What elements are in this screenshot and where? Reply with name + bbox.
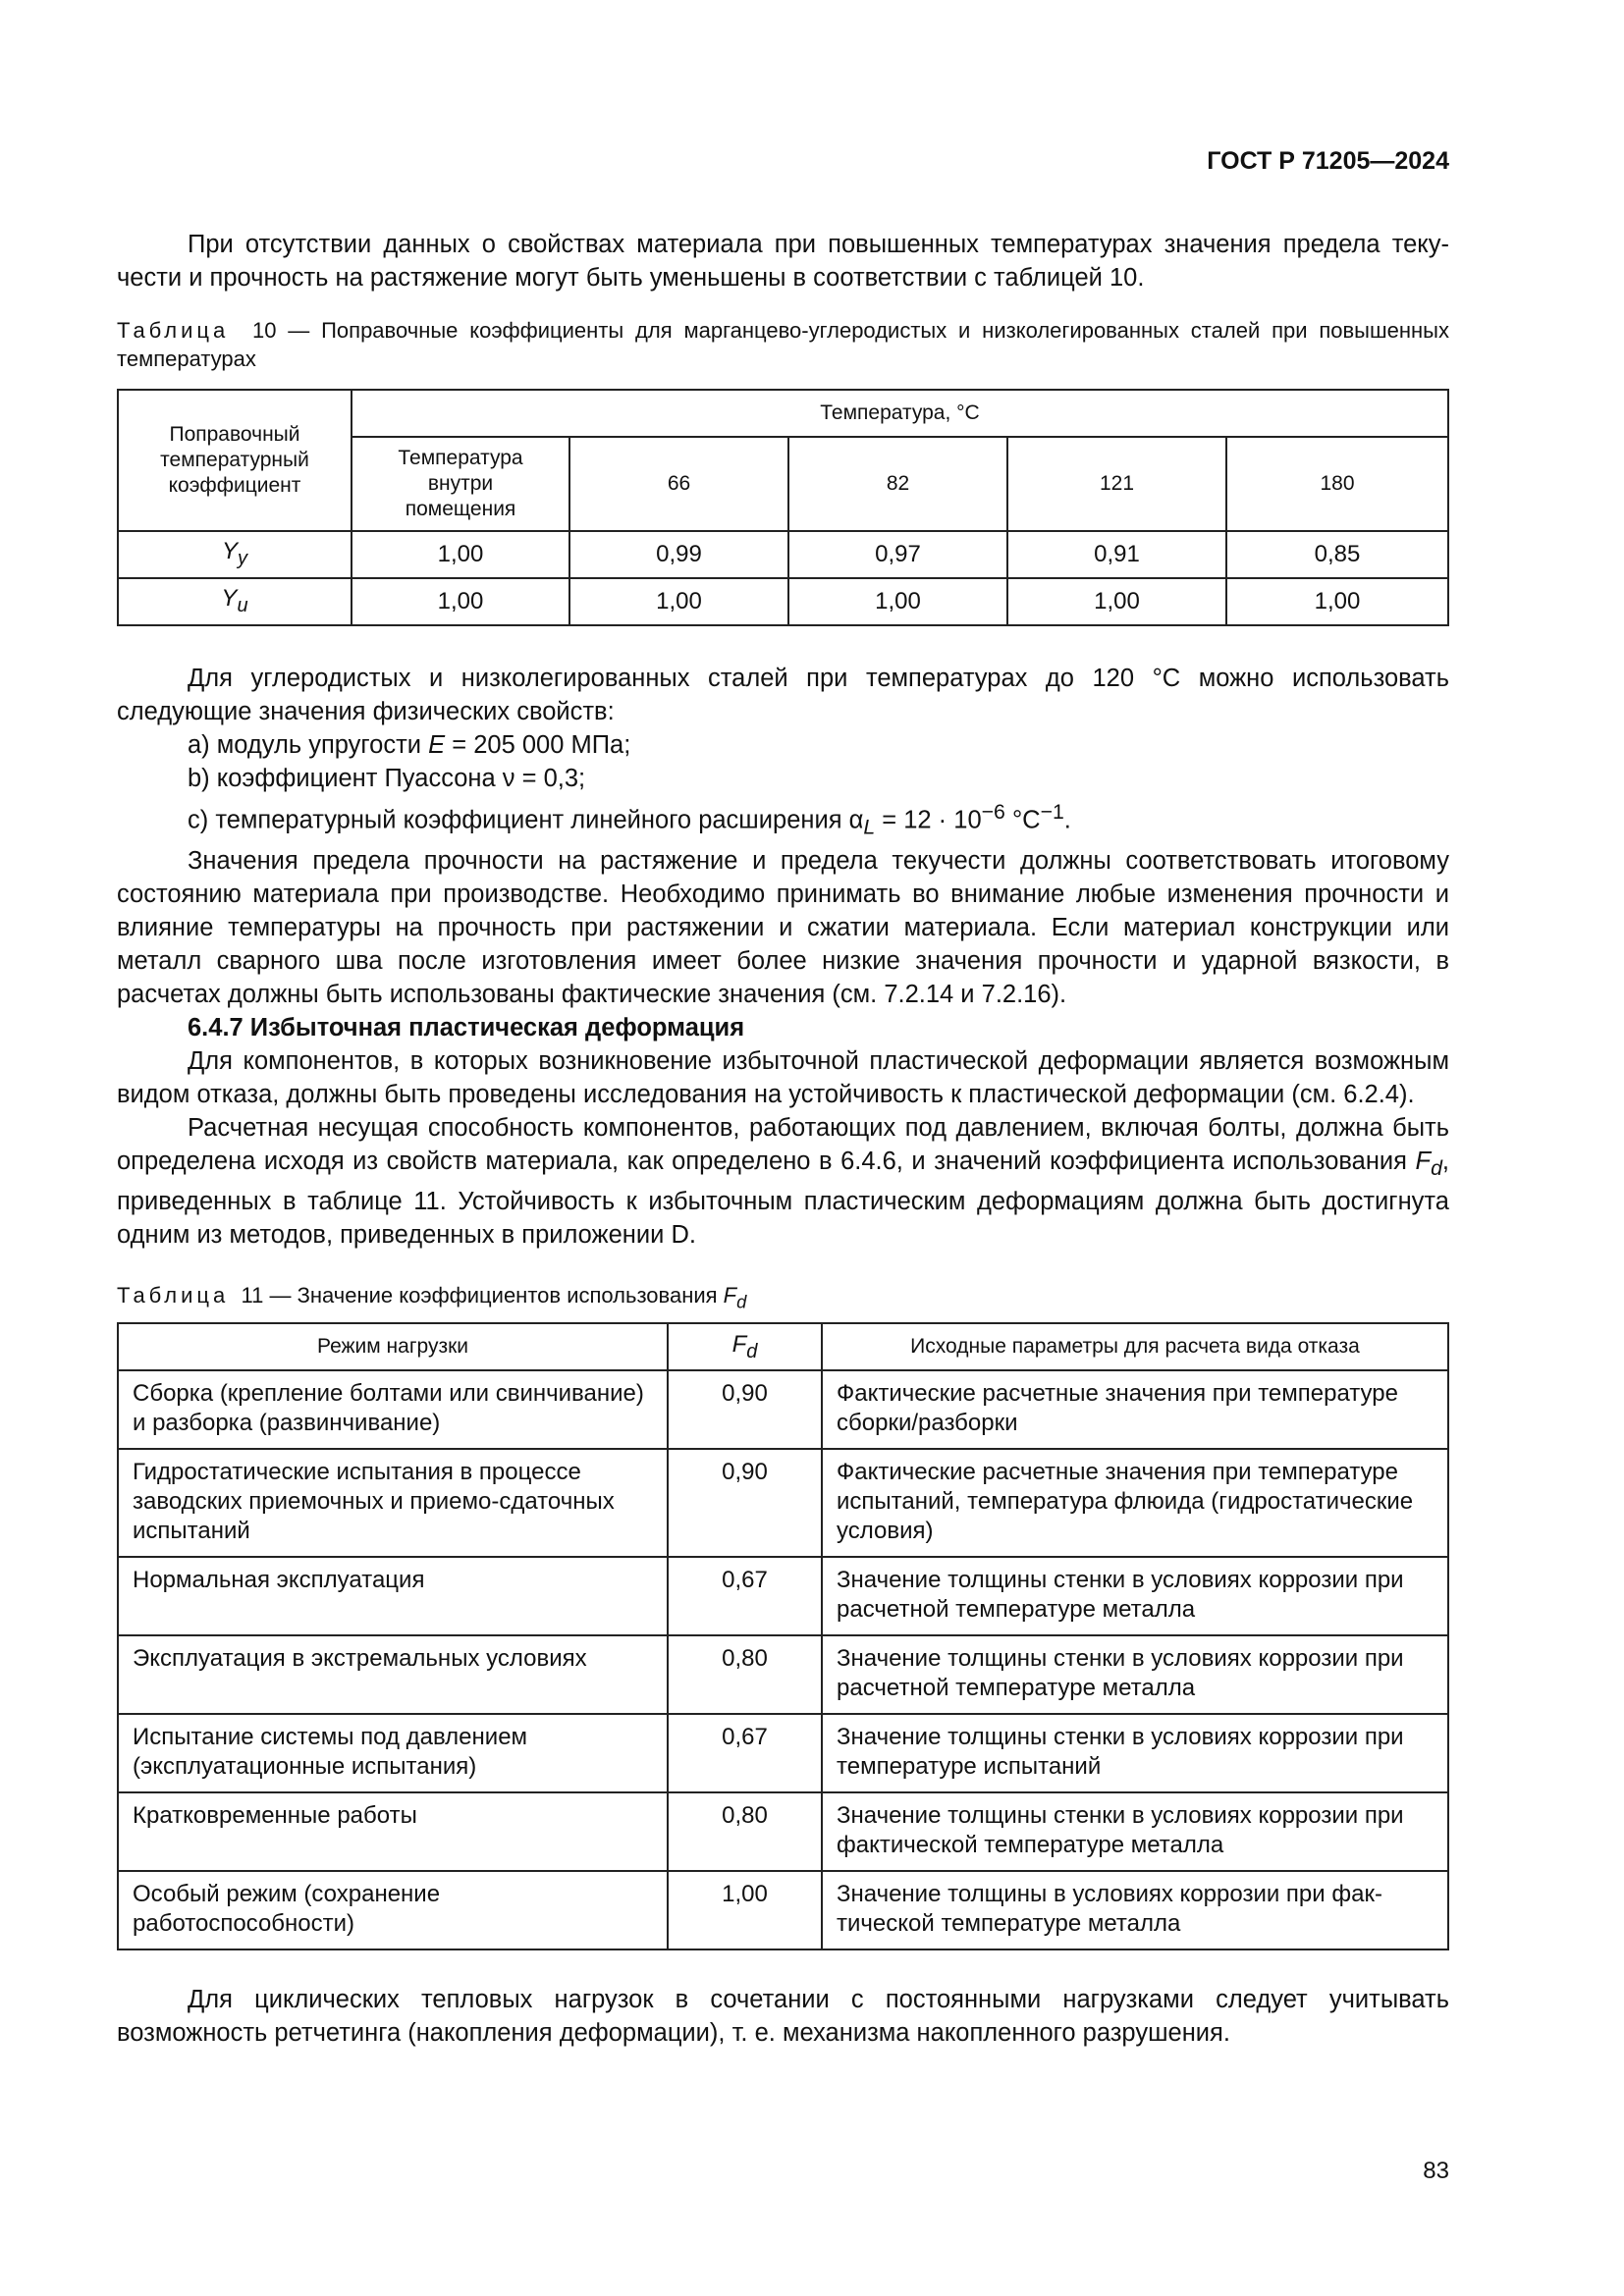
table11-mode: Кратковременные работы [118,1792,668,1871]
table11-header-params: Исходные параметры для расчета вида отказа [822,1323,1448,1370]
table-row [118,531,1448,578]
table-row [118,578,1448,625]
table10 [117,389,1449,626]
table11-params: Значение толщины стенки в условиях коррозии при расчетной температуре металла [822,1557,1448,1635]
table11-fd: 0,80 [668,1792,822,1871]
table10-cell: 0,91 [1007,531,1226,578]
table11-params: Значение толщины стенки в условиях коррозии при фактической температуре металла [822,1792,1448,1871]
table10-row-label: $Y_u$ [118,578,352,625]
table10-cell: 1,00 [1226,578,1448,625]
table-row [118,1792,1448,1871]
table10-temp-col: 180 [1226,437,1448,531]
table11-fd: 0,90 [668,1449,822,1557]
capacity-paragraph: Расчетная несущая способность компонентов, работающих под давлением, включая болты, должна быть определена исходя из свойств материала, как определено в 6.4.6, и значений коэффициента использования $F_d$, приведенных в таблице 11. Устойчивость к избыточным пластическим деформациям должна быть достигнута одним из методов, приведенных в приложении D. [117,1113,1449,1249]
table10-caption-prefix: Таблица [117,318,230,343]
table10-temp-col: 121 [1007,437,1226,531]
table10-cell: 1,00 [352,578,569,625]
table10-coef-header: Поправочный температурный коэффициент [118,390,352,531]
table10-temp-col: Температура внутри помещения [352,437,569,531]
table11-header-fd: $F_d$ [668,1323,822,1370]
table10-cell: 0,99 [569,531,788,578]
table11-fd: 0,67 [668,1714,822,1792]
table11-mode: Гидростатические испытания в процессе заводских приемочных и приемо-сдаточных испытаний [118,1449,668,1557]
table11-fd: 0,90 [668,1370,822,1449]
table11-caption: Таблица 11 — Значение коэффициентов использования $F_d$ [117,1283,747,1312]
table10-cell: 1,00 [788,578,1007,625]
physical-properties-block [117,662,1449,1252]
page-number: 83 [1423,2158,1449,2184]
table-row [118,1871,1448,1949]
table10-cell: 0,97 [788,531,1007,578]
physical-properties-intro: Для углеродистых и низколегированных сталей при температурах до 120 °С можно использовать следующие значения физических свойств: [117,665,1449,725]
table11-params: Значение толщины в условиях коррозии при фактической температуре металла [822,1871,1448,1949]
cyclic-paragraph: Для циклических тепловых нагрузок в сочетании с постоянными нагрузками следует учитывать возможность ретчетинга (накопления деформации), т. е. механизма накопленного разрушения. [117,1986,1449,2047]
table11-header-mode: Режим нагрузки [118,1323,668,1370]
table10-cell: 1,00 [352,531,569,578]
table11-fd: 0,80 [668,1635,822,1714]
table10-caption-text: 10 — Поправочные коэффициенты для марганцево-углеродистых и низколегированных сталей при повышенных температурах [117,318,1449,371]
table11-params: Фактические расчетные значения при температуре испытаний, температура флюида (гидростатические условия) [822,1449,1448,1557]
table11-mode: Испытание системы под давлением (эксплуатационные испытания) [118,1714,668,1792]
section-heading: 6.4.7 Избыточная пластическая деформация [188,1013,745,1041]
table10-cell: 1,00 [569,578,788,625]
intro-paragraph: При отсутствии данных о свойствах материала при повышенных температурах значения предела текучести и прочность на растяжение могут быть уменьшены в соответствии с таблицей 10. [117,231,1449,292]
table10-cell: 0,85 [1226,531,1448,578]
table10-temp-header: Температура, °С [352,390,1448,437]
components-paragraph: Для компонентов, в которых возникновение избыточной пластической деформации является возможным видом отказа, должны быть проведены исследования на устойчивость к пластической деформации (см. 6.2.4). [117,1046,1449,1108]
table-row [118,1370,1448,1449]
table11-params: Значение толщины стенки в условиях коррозии при расчетной температуре металла [822,1635,1448,1714]
document-header: ГОСТ Р 71205—2024 [1207,147,1449,175]
table-row [118,1449,1448,1557]
table-row [118,1714,1448,1792]
table-row [118,1635,1448,1714]
table11-caption-prefix: Таблица [117,1283,230,1308]
table11-fd: 1,00 [668,1871,822,1949]
strength-paragraph: Значения предела прочности на растяжение и предела текучести должны соответствовать итоговому состоянию материала при производстве. Необходимо принимать во внимание любые изменения прочности и влияние температуры на прочность при растяжении и сжатии материала. Если материал конструкции или металл сварного шва после изготовления имеет более низкие значения прочности и ударной вязкости, в расчетах должны быть использованы фактические значения (см. 7.2.14 и 7.2.16). [117,846,1449,1008]
table10-caption [117,316,1449,373]
table10-temp-col: 66 [569,437,788,531]
table11-params: Фактические расчетные значения при температуре сборки/разборки [822,1370,1448,1449]
table11-mode: Нормальная эксплуатация [118,1557,668,1635]
table11-params: Значение толщины стенки в условиях коррозии при температуре испытаний [822,1714,1448,1792]
table11 [117,1322,1449,1950]
table11-mode: Особый режим (сохранение работоспособности) [118,1871,668,1949]
table10-cell: 1,00 [1007,578,1226,625]
table11-fd: 0,67 [668,1557,822,1635]
table11-mode: Эксплуатация в экстремальных условиях [118,1635,668,1714]
table10-row-label: $Y_y$ [118,531,352,578]
table10-temp-col: 82 [788,437,1007,531]
table11-mode: Сборка (крепление болтами или свинчивание) и разборка (развинчивание) [118,1370,668,1449]
property-a: а) модуль упругости E = 205 000 МПа; [188,731,631,759]
property-b: b) коэффициент Пуассона ν = 0,3; [188,765,586,792]
property-c: c) температурный коэффициент линейного расширения $\alpha_L = 12 \cdot 10^{-6}$ $^\circ С^{-1}$. [188,800,1071,839]
table11-caption-text: 11 — Значение коэффициентов использования [241,1283,724,1308]
table-row [118,1557,1448,1635]
